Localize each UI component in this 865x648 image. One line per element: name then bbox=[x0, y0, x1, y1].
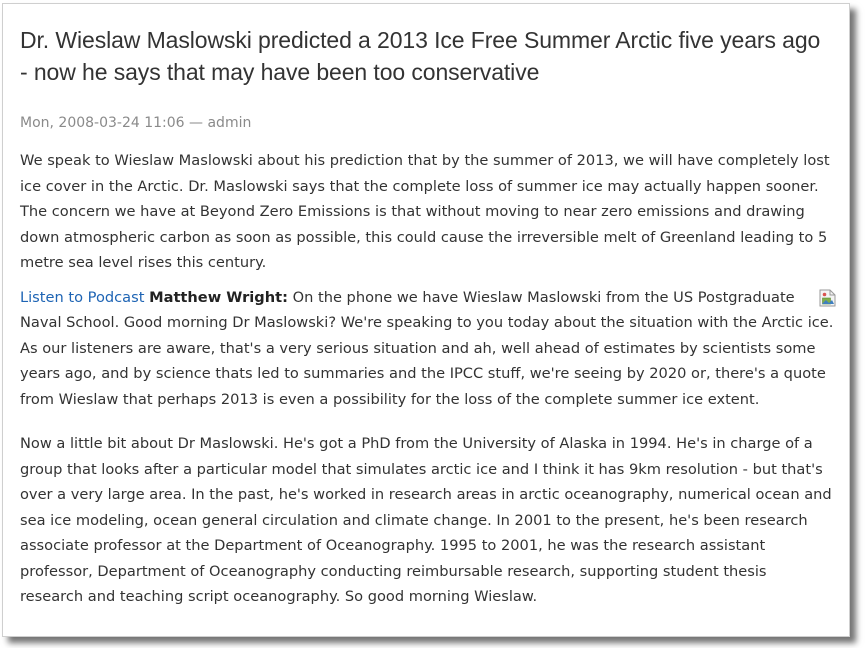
article-content bbox=[20, 4, 834, 610]
intro-paragraph: We speak to Wieslaw Maslowski about his prediction that by the summer of 2013, we will have completely lost ice cover in the Arctic. Dr. Maslowski says that the complete loss of summer ice may actually happen sooner. The concern we have at Beyond Zero Emissions is that without moving to near zero emissions and drawing down atmospheric carbon as soon as possible, this could cause the irreversible melt of Greenland leading to 5 metre sea level rises this century. bbox=[20, 152, 830, 271]
transcript-paragraph-1 bbox=[20, 285, 834, 413]
article-card bbox=[2, 3, 850, 637]
article-meta: Mon, 2008-03-24 11:06 — admin bbox=[20, 115, 252, 131]
transcript-paragraph-2: Now a little bit about Dr Maslowski. He's got a PhD from the University of Alaska in 1994. He's in charge of a group that looks after a particular model that simulates arctic ice and I think it has 9km resolution - but that's over a very large area. In the past, he's worked in research areas in arctic oceanography, numerical ocean and sea ice modeling, ocean general circulation and climate change. In 2001 to the present, he's been research associate professor at the Department of Oceanography. 1995 to 2001, he was the research assistant professor, Department of Oceanography conducting reimbursable research, supporting student thesis research and teaching script oceanography. So good morning Wieslaw. bbox=[20, 435, 832, 605]
article-body bbox=[20, 148, 834, 610]
speech-text-1: On the phone we have Wieslaw Maslowski from the US Postgraduate Naval School. Good morning Dr Maslowski? We're speaking to you today about the situation with the Arctic ice. As our listeners are aware, that's a very serious situation and ah, well ahead of estimates by scientists some years ago, and by science thats led to summaries and the IPCC stuff, we're seeing by 2020 or, there's a quote from Wieslaw that perhaps 2013 is even a possibility for the loss of the complete summer ice extent. bbox=[20, 288, 834, 408]
listen-to-podcast-link[interactable]: Listen to Podcast bbox=[20, 288, 145, 306]
speaker-name: Matthew Wright: bbox=[149, 288, 288, 306]
article-title[interactable]: Dr. Wieslaw Maslowski predicted a 2013 Ice Free Summer Arctic five years ago - now he says that may have been too conservative bbox=[20, 27, 821, 85]
broken-image-icon[interactable] bbox=[819, 289, 837, 307]
